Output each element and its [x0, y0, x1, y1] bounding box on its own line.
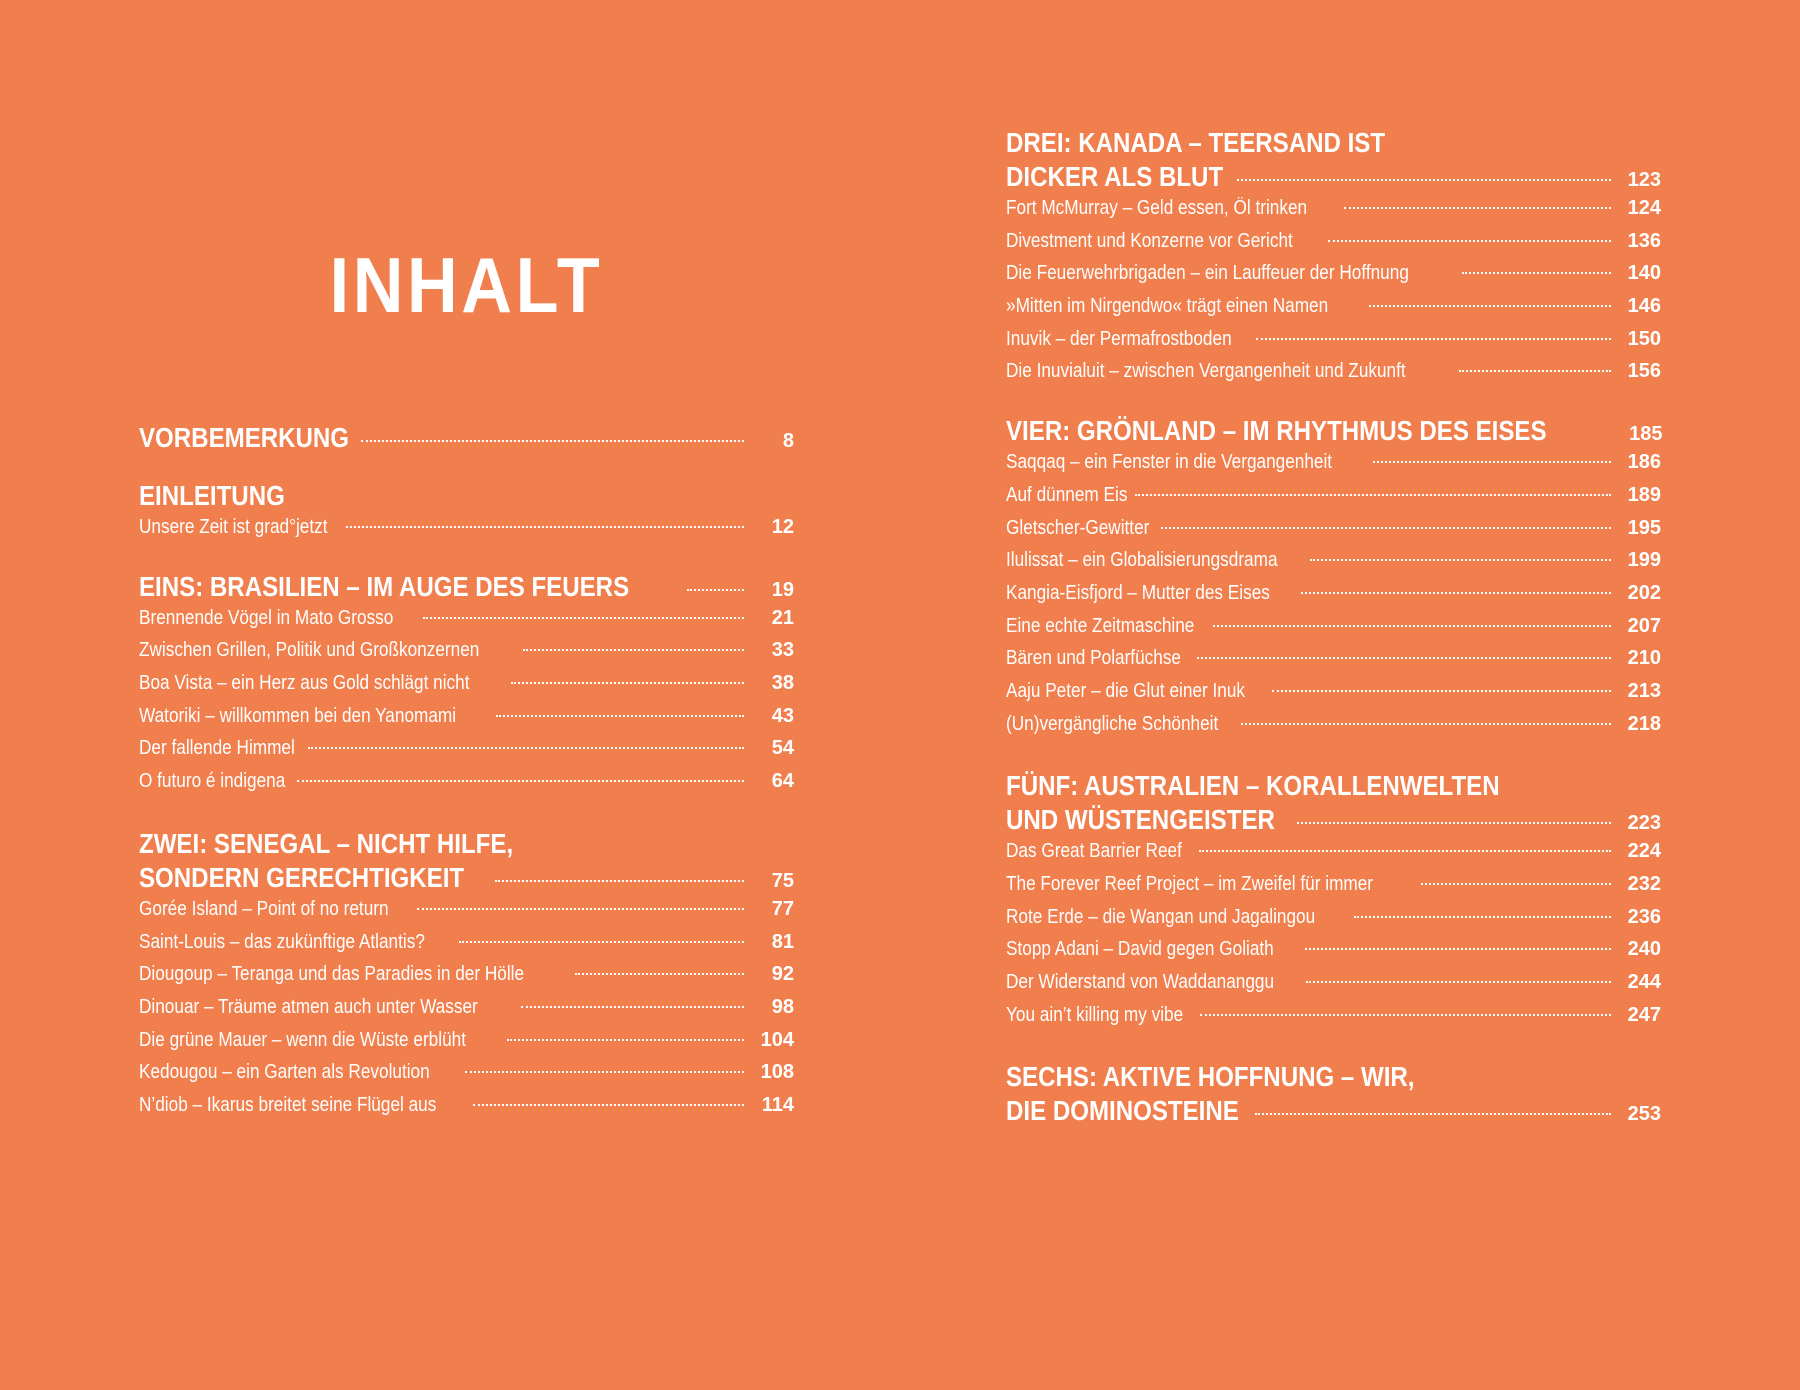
toc-chapter: [139, 422, 794, 458]
dot-leader: [1272, 690, 1611, 692]
toc-entry[interactable]: [1006, 647, 1661, 680]
entry-title: Brennende Vögel in Mato Grosso: [139, 606, 394, 629]
chapter-title-line: SECHS: AKTIVE HOFFNUNG – WIR,: [1006, 1061, 1415, 1093]
dot-leader: [507, 1039, 744, 1041]
toc-entry[interactable]: [1006, 615, 1661, 648]
page-number: 146: [1627, 295, 1661, 318]
page-number: 75: [771, 869, 794, 892]
toc-entry[interactable]: [1006, 328, 1661, 361]
dot-leader: [1310, 559, 1611, 561]
toc-entry[interactable]: [139, 607, 794, 640]
dot-leader: [1237, 179, 1611, 181]
dot-leader: [1301, 592, 1611, 594]
entry-title: Bären und Polarfüchse: [1006, 647, 1181, 670]
toc-entry[interactable]: [1006, 197, 1661, 230]
dot-leader: [1369, 305, 1611, 307]
dot-leader: [346, 526, 744, 528]
page-number: 43: [771, 704, 794, 727]
entry-title: Kangia-Eisfjord – Mutter des Eises: [1006, 581, 1270, 604]
page-number: 64: [771, 770, 794, 793]
dot-leader: [473, 1104, 744, 1106]
dot-leader: [1373, 461, 1611, 463]
page-number: 124: [1627, 197, 1661, 219]
page-number: 186: [1627, 451, 1661, 474]
entry-title: Saint-Louis – das zukünftige Atlantis?: [139, 930, 425, 953]
page-number: 244: [1627, 971, 1661, 994]
page-number: 236: [1627, 905, 1661, 928]
page-number: 199: [1627, 549, 1661, 572]
entry-title: Kedougou – ein Garten als Revolution: [139, 1061, 430, 1084]
toc-entry[interactable]: [139, 705, 794, 738]
page-number: 224: [1627, 840, 1661, 863]
chapter-heading: EINLEITUNG: [139, 480, 285, 511]
entry-title: Divestment und Konzerne vor Gericht: [1006, 229, 1293, 252]
entry-title: Unsere Zeit ist grad°jetzt: [139, 516, 328, 538]
toc-entry[interactable]: [139, 963, 794, 996]
toc-right-column: [1006, 124, 1661, 1153]
page-number: 77: [771, 897, 794, 920]
dot-leader: [423, 617, 744, 619]
entry-title: Der fallende Himmel: [139, 737, 295, 760]
toc-entry[interactable]: [139, 931, 794, 964]
dot-leader: [687, 589, 744, 591]
page-number: 207: [1627, 614, 1661, 637]
chapter-heading-row[interactable]: [1006, 415, 1661, 451]
dot-leader: [417, 908, 744, 910]
page-number: 195: [1627, 516, 1661, 539]
entry-title: Die Feuerwehrbrigaden – ein Lauffeuer der Hoffnung: [1006, 262, 1409, 285]
dot-leader: [297, 780, 744, 782]
toc-chapter: [1006, 1058, 1661, 1131]
dot-leader: [1256, 338, 1611, 340]
toc-entry[interactable]: [139, 770, 794, 803]
entry-title: Auf dünnem Eis: [1006, 483, 1128, 506]
page-number: 98: [771, 995, 794, 1018]
entry-title: »Mitten im Nirgendwo« trägt einen Namen: [1006, 295, 1329, 318]
page-number: 8: [782, 430, 794, 452]
page-number: 33: [771, 639, 794, 662]
dot-leader: [1199, 850, 1611, 852]
entry-title: Saqqaq – ein Fenster in die Vergangenheit: [1006, 451, 1333, 474]
chapter-heading: EINS: BRASILIEN – IM AUGE DES FEUERS: [139, 570, 630, 602]
dot-leader: [1297, 822, 1611, 824]
chapter-heading: UND WÜSTENGEISTER: [1006, 804, 1275, 836]
chapter-heading: VORBEMERKUNG: [139, 422, 350, 453]
page-number: 136: [1627, 229, 1661, 252]
page-title: INHALT: [329, 241, 604, 329]
chapter-heading: VIER: GRÖNLAND – IM RHYTHMUS DES EISES: [1006, 415, 1547, 447]
toc-entry[interactable]: [1006, 873, 1661, 906]
entry-title: Diougoup – Teranga und das Paradies in der Hölle: [139, 963, 525, 986]
chapter-heading-row[interactable]: [1006, 161, 1661, 197]
page-number: 240: [1627, 938, 1661, 961]
entry-title: Der Widerstand von Waddananggu: [1006, 971, 1275, 994]
chapter-heading: DIE DOMINOSTEINE: [1006, 1095, 1239, 1127]
toc-chapter: [1006, 415, 1661, 745]
chapter-title-line: DREI: KANADA – TEERSAND IST: [1006, 127, 1386, 158]
toc-entry[interactable]: [1006, 262, 1661, 295]
chapter-heading: SONDERN GERECHTIGKEIT: [139, 861, 465, 893]
dot-leader: [1200, 1014, 1611, 1016]
page-number: 38: [771, 672, 794, 695]
entry-title: Die Inuvialuit – zwischen Vergangenheit und Zukunft: [1006, 360, 1406, 383]
toc-entry[interactable]: [139, 672, 794, 705]
toc-entry[interactable]: [1006, 549, 1661, 582]
entry-title: Dinouar – Träume atmen auch unter Wasser: [139, 995, 478, 1018]
entry-title: Gletscher-Gewitter: [1006, 516, 1150, 539]
chapter-heading-row[interactable]: [139, 422, 794, 458]
dot-leader: [1161, 527, 1611, 529]
dot-leader: [1462, 272, 1611, 274]
toc-entry[interactable]: [1006, 971, 1661, 1004]
chapter-title-line: FÜNF: AUSTRALIEN – KORALLENWELTEN: [1006, 770, 1500, 802]
dot-leader: [521, 1006, 744, 1008]
toc-entry[interactable]: [1006, 582, 1661, 615]
toc-entry[interactable]: [139, 1029, 794, 1062]
toc-chapter: [1006, 124, 1661, 393]
page-number: 21: [771, 606, 794, 629]
toc-entry[interactable]: [1006, 713, 1661, 746]
toc-chapter: [139, 571, 794, 803]
toc-entry[interactable]: [1006, 517, 1661, 550]
entry-title: Gorée Island – Point of no return: [139, 897, 389, 920]
page-number: 202: [1627, 581, 1661, 604]
chapter-title-line: ZWEI: SENEGAL – NICHT HILFE,: [139, 827, 514, 859]
entry-title: Eine echte Zeitmaschine: [1006, 614, 1195, 637]
dot-leader: [1305, 948, 1611, 950]
dot-leader: [465, 1071, 744, 1073]
page-number: 108: [760, 1061, 794, 1084]
page-number: 232: [1627, 873, 1661, 895]
dot-leader: [1197, 657, 1611, 659]
page-number: 114: [761, 1093, 794, 1116]
page-number: 156: [1627, 360, 1661, 383]
dot-leader: [1421, 883, 1611, 885]
entry-title: Fort McMurray – Geld essen, Öl trinken: [1006, 197, 1308, 219]
toc-entry[interactable]: [1006, 484, 1661, 517]
page-number: 81: [771, 930, 794, 953]
page-number: 247: [1627, 1003, 1661, 1026]
chapter-heading-row[interactable]: [139, 571, 794, 607]
dot-leader: [511, 682, 744, 684]
page-number: 12: [771, 516, 794, 538]
entry-title: You ain’t killing my vibe: [1006, 1003, 1184, 1026]
dot-leader: [1354, 916, 1611, 918]
toc-entry[interactable]: [139, 1061, 794, 1094]
toc-entry[interactable]: [139, 996, 794, 1029]
entry-title: Zwischen Grillen, Politik und Großkonzernen: [139, 639, 480, 662]
entry-title: Das Great Barrier Reef: [1006, 840, 1182, 863]
toc-chapter: [139, 480, 794, 549]
dot-leader: [1255, 1113, 1611, 1115]
toc-entry[interactable]: [1006, 360, 1661, 393]
toc-entry[interactable]: [139, 737, 794, 770]
dot-leader: [1135, 494, 1611, 496]
toc-entry[interactable]: [1006, 451, 1661, 484]
entry-title: Aaju Peter – die Glut einer Inuk: [1006, 679, 1246, 702]
dot-leader: [308, 747, 744, 749]
toc-entry[interactable]: [139, 516, 794, 549]
toc-entry[interactable]: [139, 639, 794, 672]
page-number: 189: [1627, 483, 1661, 506]
page-number: 218: [1627, 712, 1661, 735]
entry-title: The Forever Reef Project – im Zweifel für immer: [1006, 873, 1374, 895]
entry-title: O futuro é indigena: [139, 770, 286, 793]
page-number: 123: [1627, 169, 1661, 191]
dot-leader: [523, 649, 744, 651]
chapter-heading: DICKER ALS BLUT: [1006, 161, 1224, 192]
page-number: 140: [1627, 262, 1661, 285]
page-number: 213: [1627, 679, 1661, 702]
toc-entry[interactable]: [139, 898, 794, 931]
dot-leader: [575, 973, 744, 975]
toc-entry[interactable]: [1006, 938, 1661, 971]
chapter-heading-row[interactable]: [139, 862, 794, 898]
page-number: 92: [771, 963, 794, 986]
page-number: 210: [1627, 647, 1661, 670]
toc-chapter: [1006, 767, 1661, 1036]
entry-title: Ilulissat – ein Globalisierungsdrama: [1006, 549, 1278, 572]
dot-leader: [1344, 207, 1611, 209]
dot-leader: [495, 880, 744, 882]
entry-title: Watoriki – willkommen bei den Yanomami: [139, 704, 457, 727]
page-number: 185: [1629, 423, 1663, 446]
toc-entry[interactable]: [1006, 1004, 1661, 1037]
page-number: 253: [1627, 1103, 1661, 1126]
page-number: 19: [771, 578, 794, 601]
toc-entry[interactable]: [1006, 906, 1661, 939]
entry-title: (Un)vergängliche Schönheit: [1006, 712, 1219, 735]
page-number: 223: [1627, 812, 1661, 835]
page-number: 104: [760, 1028, 794, 1051]
chapter-heading-row[interactable]: [1006, 804, 1661, 840]
dot-leader: [1459, 370, 1611, 372]
entry-title: Boa Vista – ein Herz aus Gold schlägt nicht: [139, 672, 470, 695]
entry-title: N’diob – Ikarus breitet seine Flügel aus: [139, 1093, 437, 1116]
page-number: 150: [1627, 327, 1661, 350]
toc-entry[interactable]: [1006, 680, 1661, 713]
toc-entry[interactable]: [1006, 295, 1661, 328]
toc-entry[interactable]: [139, 1094, 794, 1127]
dot-leader: [1213, 625, 1611, 627]
toc-left-column: [139, 422, 794, 1149]
dot-leader: [459, 941, 744, 943]
entry-title: Inuvik – der Permafrostboden: [1006, 327, 1232, 350]
dot-leader: [361, 440, 744, 442]
toc-entry[interactable]: [1006, 840, 1661, 873]
entry-title: Stopp Adani – David gegen Goliath: [1006, 938, 1274, 961]
dot-leader: [496, 715, 744, 717]
toc-chapter: [139, 825, 794, 1127]
chapter-heading-row[interactable]: [1006, 1095, 1661, 1131]
chapter-heading-row[interactable]: [139, 480, 794, 516]
entry-title: Die grüne Mauer – wenn die Wüste erblüht: [139, 1028, 466, 1051]
dot-leader: [1306, 981, 1611, 983]
entry-title: Rote Erde – die Wangan und Jagalingou: [1006, 905, 1316, 928]
dot-leader: [1241, 723, 1611, 725]
toc-entry[interactable]: [1006, 230, 1661, 263]
dot-leader: [1328, 240, 1612, 242]
page-number: 54: [771, 737, 794, 760]
